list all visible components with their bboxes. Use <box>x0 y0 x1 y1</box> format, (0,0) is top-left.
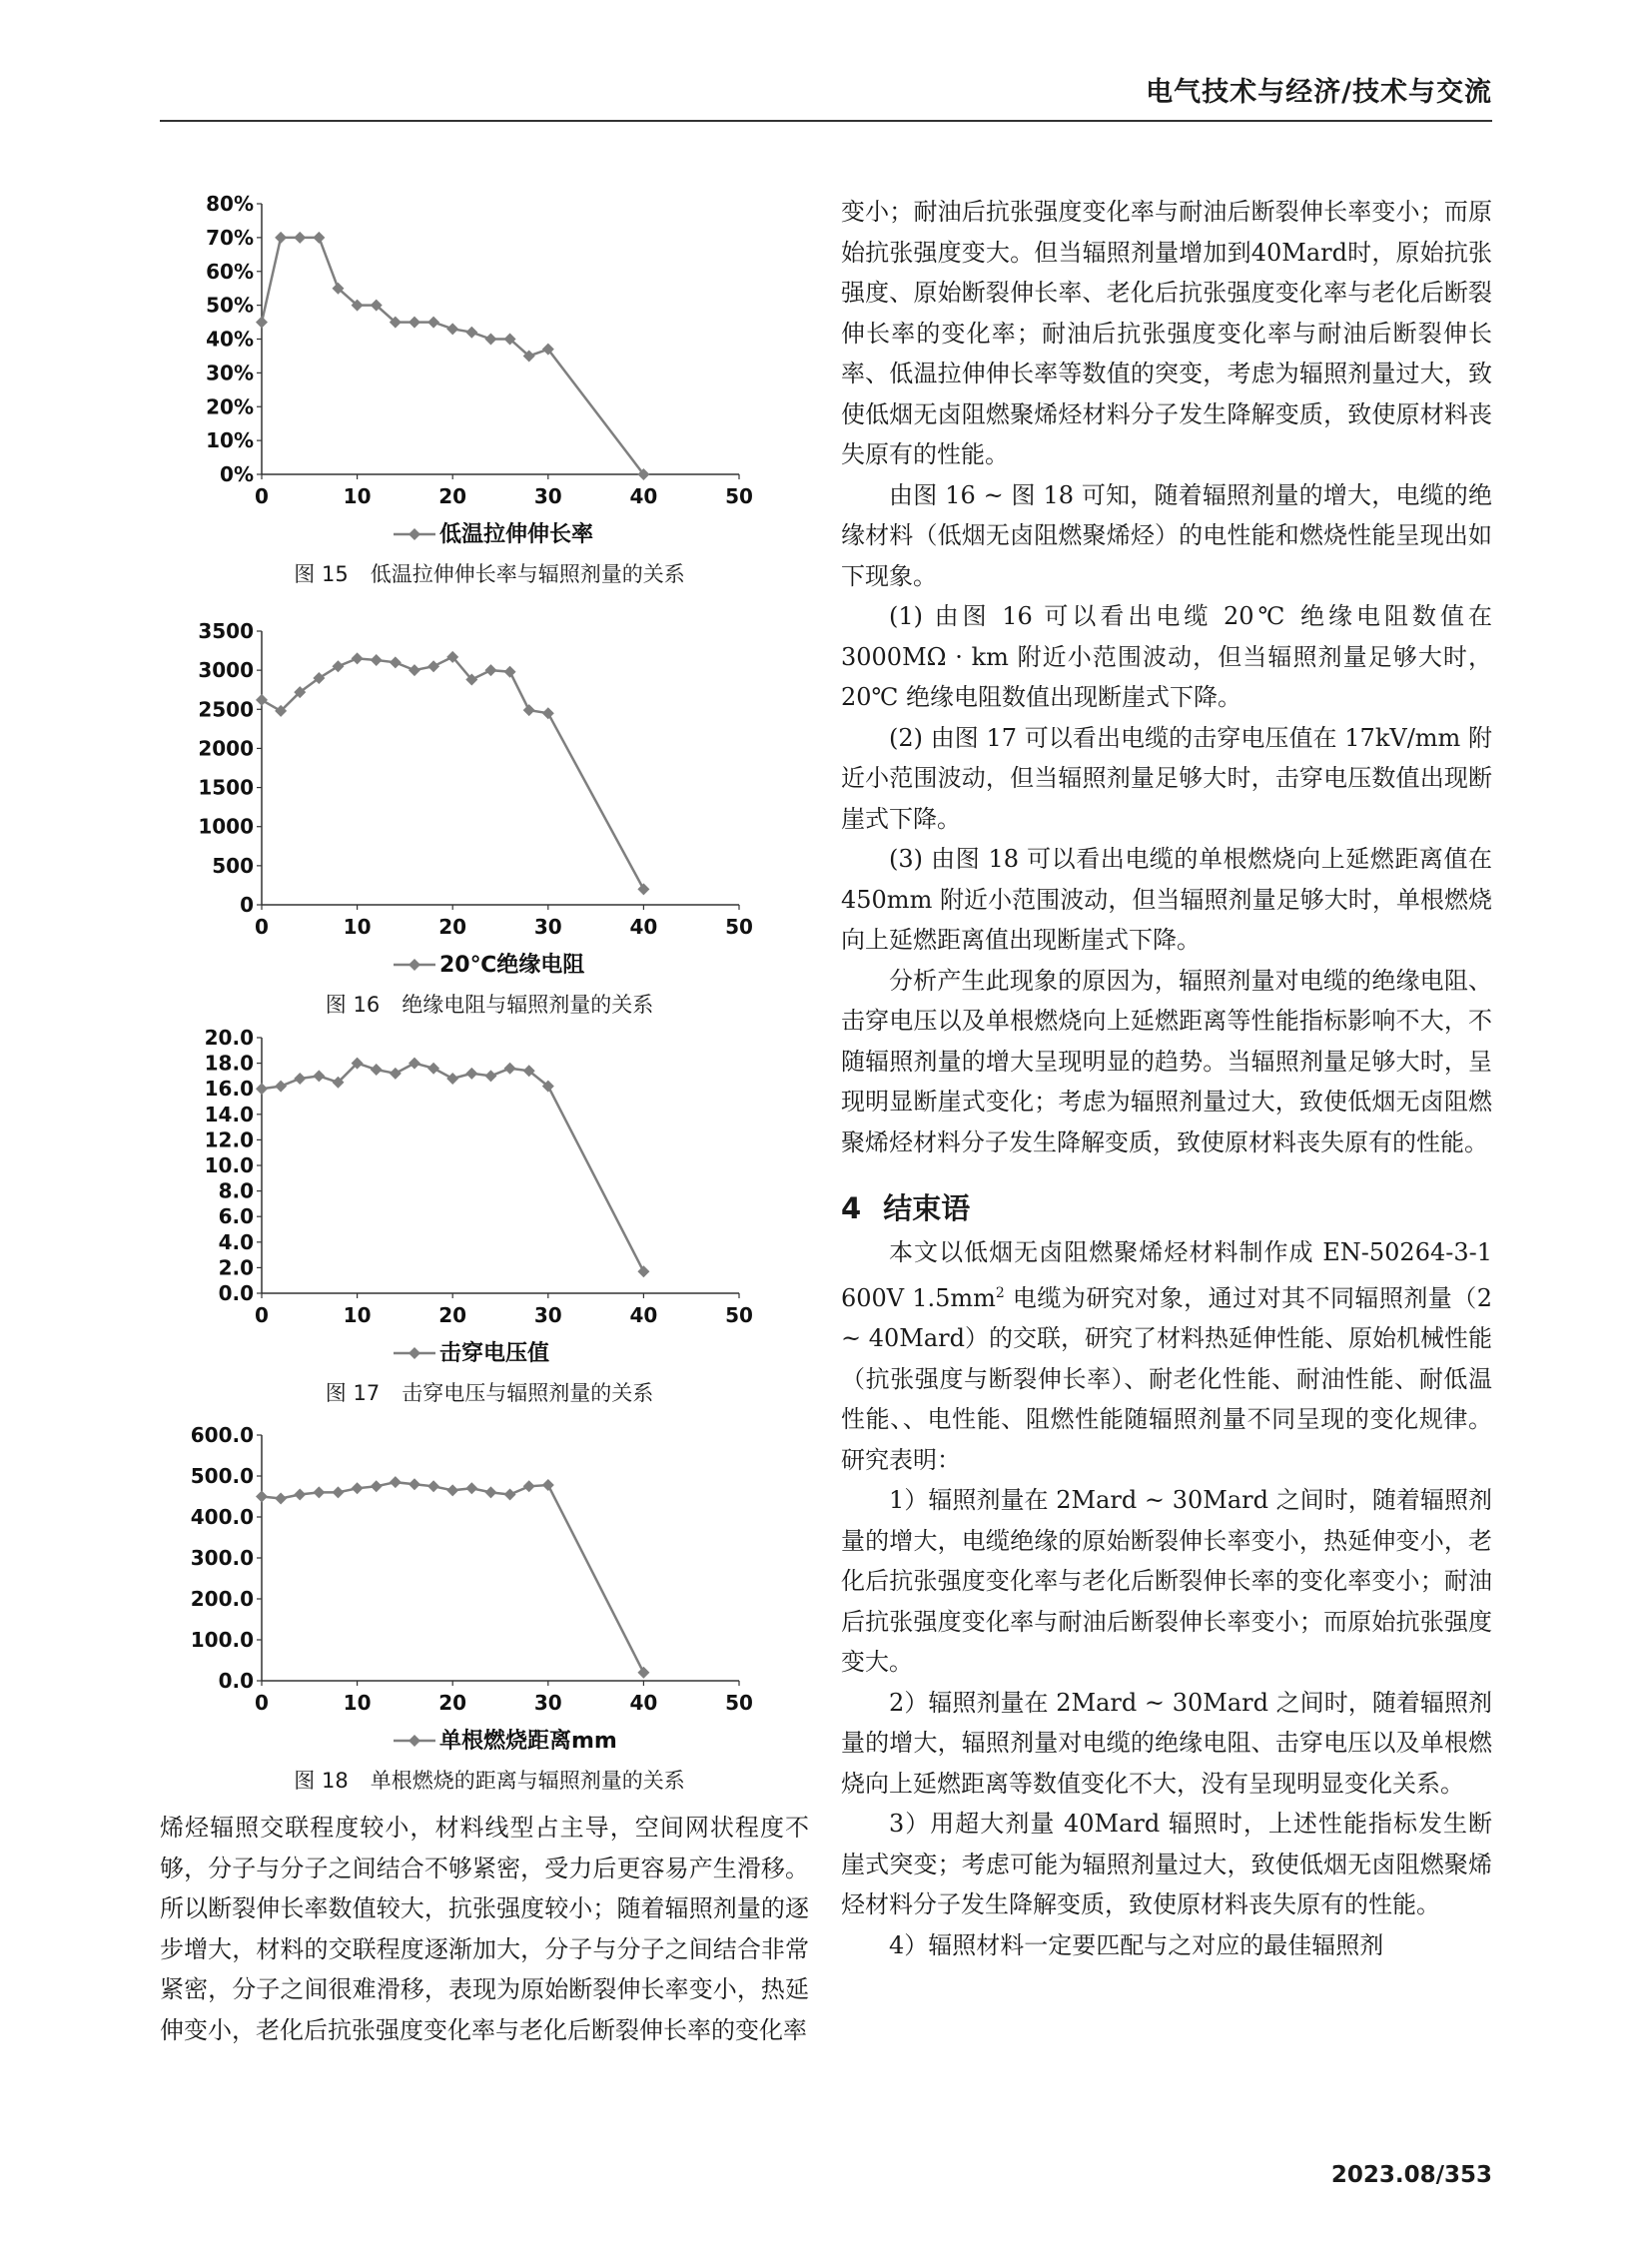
data-point <box>371 1480 383 1492</box>
figure-caption <box>170 558 809 588</box>
data-point <box>427 317 439 329</box>
data-point <box>313 1070 325 1082</box>
body-paragraph: (3) 由图 18 可以看出电缆的单根燃烧向上延燃距离值在 450mm 附近小范围波动，但当辐照剂量足够大时，单根燃烧向上延燃距离值出现断崖式下降。 <box>841 845 1492 954</box>
x-tick-label: 40 <box>629 915 658 939</box>
y-tick-label: 10.0 <box>204 1153 254 1177</box>
x-tick-label: 0 <box>255 1691 269 1715</box>
data-point <box>427 1480 439 1492</box>
data-point <box>637 1667 649 1679</box>
y-tick-label: 6.0 <box>218 1204 254 1229</box>
x-tick-label: 40 <box>629 1691 658 1715</box>
data-point <box>427 660 439 672</box>
data-point <box>409 1478 420 1490</box>
y-tick-label: 2000 <box>198 736 254 761</box>
y-tick-label: 200.0 <box>190 1587 254 1611</box>
data-point <box>294 1073 306 1085</box>
data-point <box>352 652 364 664</box>
x-tick-label: 30 <box>533 915 562 939</box>
data-point <box>504 1488 516 1500</box>
x-tick-label: 20 <box>438 1303 467 1327</box>
figure-17 <box>170 1026 809 1407</box>
legend-marker <box>409 528 420 540</box>
data-point <box>446 1073 458 1085</box>
data-point <box>409 1058 420 1070</box>
text-run: 本文以低烟无卤阻燃聚烯烃材料制作成 EN-50264-3-1 600V 1.5mm <box>841 1238 1492 1312</box>
data-point <box>256 1491 268 1503</box>
x-tick-label: 30 <box>533 1691 562 1715</box>
figure-16 <box>170 619 809 1019</box>
section-heading <box>841 1186 1492 1230</box>
data-point <box>446 1484 458 1496</box>
y-tick-label: 70% <box>206 225 254 250</box>
x-tick-label: 40 <box>629 1303 658 1327</box>
data-point <box>390 1476 402 1488</box>
data-point <box>275 232 287 244</box>
legend-marker <box>409 1735 420 1747</box>
legend-label: 击穿电压值 <box>439 1341 550 1366</box>
data-point <box>465 327 477 339</box>
y-tick-label: 2.0 <box>218 1255 254 1280</box>
body-paragraph: 2）辐照剂量在 2Mard ~ 30Mard 之间时，随着辐照剂量的增大，辐照剂量对电缆的绝缘电阻、击穿电压以及单根燃烧向上延燃距离等数值变化不大，没有呈现明显变化关系。 <box>841 1688 1492 1798</box>
y-tick-label: 0.0 <box>218 1281 254 1305</box>
data-point <box>409 664 420 676</box>
figure-caption <box>170 1377 809 1407</box>
data-point <box>637 883 649 895</box>
y-tick-label: 18.0 <box>204 1051 254 1076</box>
figure-18 <box>170 1423 809 1795</box>
caption-text: 绝缘电阻与辐照剂量的关系 <box>402 993 654 1017</box>
y-tick-label: 0% <box>220 462 254 486</box>
body-paragraph: (2) 由图 17 可以看出电缆的击穿电压值在 17kV/mm 附近小范围波动，但当辐照剂量足够大时，击穿电压数值出现断崖式下降。 <box>841 723 1492 833</box>
right-column <box>841 192 1492 1965</box>
header-rule <box>160 120 1492 122</box>
y-tick-label: 20.0 <box>204 1026 254 1050</box>
y-tick-label: 40% <box>206 327 254 352</box>
left-column <box>160 1808 809 2050</box>
section-number: 4 <box>841 1191 862 1225</box>
body-paragraph: 分析产生此现象的原因为，辐照剂量对电缆的绝缘电阻、击穿电压以及单根燃烧向上延燃距离等性能指标影响不大，不随辐照剂量的增大呈现明显的趋势。当辐照剂量足够大时，呈现明显断崖式变化；考虑为辐照剂量过大，致使低烟无卤阻燃聚烯烃材料分子发生降解变质，致使原材料丧失原有的性能。 <box>841 966 1492 1156</box>
data-point <box>332 660 344 672</box>
y-tick-label: 300.0 <box>190 1546 254 1570</box>
data-point <box>523 1480 535 1492</box>
x-tick-label: 50 <box>725 915 753 939</box>
data-point <box>275 1081 287 1093</box>
data-point <box>313 232 325 244</box>
data-point <box>332 1486 344 1498</box>
x-tick-label: 50 <box>725 1303 753 1327</box>
y-tick-label: 500 <box>212 853 254 878</box>
caption-number: 图 15 <box>294 562 349 586</box>
body-paragraph: 3）用超大剂量 40Mard 辐照时，上述性能指标发生断崖式突变；考虑可能为辐照剂量过大，致使低烟无卤阻燃聚烯烃材料分子发生降解变质，致使原材料丧失原有的性能。 <box>841 1810 1492 1918</box>
y-tick-label: 3000 <box>198 658 254 683</box>
y-tick-label: 1000 <box>198 814 254 839</box>
y-tick-label: 12.0 <box>204 1127 254 1152</box>
data-point <box>484 334 496 346</box>
data-point <box>504 1063 516 1075</box>
data-point <box>542 1479 554 1491</box>
x-tick-label: 50 <box>725 1691 753 1715</box>
data-point <box>371 654 383 666</box>
data-point <box>294 232 306 244</box>
y-tick-label: 1500 <box>198 775 254 800</box>
data-point <box>523 704 535 716</box>
y-tick-label: 16.0 <box>204 1077 254 1102</box>
body-paragraph: 1）辐照剂量在 2Mard ~ 30Mard 之间时，随着辐照剂量的增大，电缆绝缘的原始断裂伸长率变小，热延伸变小，老化后抗张强度变化率与老化后断裂伸长率的变化率变小；耐油后抗张强度变化率与耐油后断裂伸长率变小；而原始抗张强度变大。 <box>841 1486 1492 1676</box>
figure-caption <box>170 989 809 1019</box>
data-point <box>542 707 554 719</box>
caption-number: 图 16 <box>325 993 381 1017</box>
chart-fig18 <box>170 1423 809 1763</box>
x-tick-label: 20 <box>438 1691 467 1715</box>
body-paragraph <box>841 1232 1492 1480</box>
y-tick-label: 50% <box>206 293 254 318</box>
y-tick-label: 8.0 <box>218 1178 254 1203</box>
x-tick-label: 20 <box>438 915 467 939</box>
x-tick-label: 50 <box>725 484 753 508</box>
data-point <box>256 317 268 329</box>
page-number: 2023.08/353 <box>1330 2162 1492 2188</box>
x-tick-label: 0 <box>255 484 269 508</box>
figure-caption <box>170 1765 809 1795</box>
data-point <box>275 1493 287 1505</box>
body-paragraph: 烯烃辐照交联程度较小，材料线型占主导，空间网状程度不够，分子与分子之间结合不够紧密，受力后更容易产生滑移。所以断裂伸长率数值较大，抗张强度较小；随着辐照剂量的逐步增大，材料的交联程度逐渐加大，分子与分子之间结合非常紧密，分子之间很难滑移，表现为原始断裂伸长率变小，热延伸变小，老化后抗张强度变化率与老化后断裂伸长率的变化率 <box>160 1814 809 2044</box>
x-tick-label: 30 <box>533 1303 562 1327</box>
y-tick-label: 100.0 <box>190 1628 254 1652</box>
data-point <box>256 1083 268 1095</box>
data-point <box>465 1482 477 1494</box>
data-point <box>409 317 420 329</box>
caption-number: 图 17 <box>325 1381 381 1405</box>
data-point <box>256 694 268 706</box>
y-tick-label: 60% <box>206 259 254 284</box>
journal-header: 电气技术与经济/技术与交流 <box>1146 77 1492 108</box>
y-tick-label: 0.0 <box>218 1669 254 1693</box>
y-tick-label: 30% <box>206 361 254 385</box>
x-tick-label: 0 <box>255 1303 269 1327</box>
data-point <box>390 656 402 668</box>
y-tick-label: 20% <box>206 394 254 419</box>
data-point <box>313 1486 325 1498</box>
section-title: 结束语 <box>883 1191 971 1225</box>
y-tick-label: 600.0 <box>190 1423 254 1447</box>
x-tick-label: 10 <box>343 484 372 508</box>
series-line <box>262 657 643 890</box>
y-tick-label: 80% <box>206 192 254 216</box>
data-point <box>446 323 458 335</box>
body-paragraph: (1) 由图 16 可以看出电缆 20℃ 绝缘电阻数值在 3000MΩ · km 附近小范围波动，但当辐照剂量足够大时，20℃ 绝缘电阻数值出现断崖式下降。 <box>841 602 1492 711</box>
y-tick-label: 400.0 <box>190 1505 254 1529</box>
legend-label: 20℃绝缘电阻 <box>439 953 585 978</box>
figure-15 <box>170 192 809 588</box>
y-tick-label: 10% <box>206 428 254 453</box>
y-tick-label: 4.0 <box>218 1229 254 1254</box>
data-point <box>465 1068 477 1080</box>
body-paragraph: 4）辐照材料一定要匹配与之对应的最佳辐照剂 <box>889 1930 1384 1959</box>
x-tick-label: 10 <box>343 1303 372 1327</box>
body-paragraph: 由图 16 ~ 图 18 可知，随着辐照剂量的增大，电缆的绝缘材料（低烟无卤阻燃聚烯烃）的电性能和燃烧性能呈现出如下现象。 <box>841 480 1492 590</box>
chart-fig17 <box>170 1026 809 1375</box>
x-tick-label: 20 <box>438 484 467 508</box>
data-point <box>294 1488 306 1500</box>
legend-label: 低温拉伸伸长率 <box>439 522 594 547</box>
x-tick-label: 10 <box>343 1691 372 1715</box>
series-line <box>262 1482 643 1673</box>
caption-text: 低温拉伸伸长率与辐照剂量的关系 <box>370 562 685 586</box>
data-point <box>484 664 496 676</box>
legend-marker <box>409 1347 420 1359</box>
y-tick-label: 3500 <box>198 619 254 643</box>
body-paragraph: 变小；耐油后抗张强度变化率与耐油后断裂伸长率变小；而原始抗张强度变大。但当辐照剂量增加到40Mard时，原始抗张强度、原始断裂伸长率、老化后抗张强度变化率与老化后断裂伸长率的变化率；耐油后抗张强度变化率与耐油后断裂伸长率、低温拉伸伸长率等数值的突变，考虑为辐照剂量过大，致使低烟无卤阻燃聚烯烃材料分子发生降解变质，致使原材料丧失原有的性能。 <box>841 198 1492 468</box>
y-tick-label: 14.0 <box>204 1102 254 1126</box>
legend-marker <box>409 959 420 971</box>
chart-fig16 <box>170 619 809 987</box>
x-tick-label: 10 <box>343 915 372 939</box>
data-point <box>637 1265 649 1277</box>
data-point <box>484 1486 496 1498</box>
series-line <box>262 1064 643 1272</box>
data-point <box>352 1482 364 1494</box>
series-line <box>262 238 643 474</box>
caption-number: 图 18 <box>294 1769 349 1793</box>
y-tick-label: 2500 <box>198 697 254 722</box>
caption-text: 单根燃烧的距离与辐照剂量的关系 <box>370 1769 685 1793</box>
caption-text: 击穿电压与辐照剂量的关系 <box>402 1381 654 1405</box>
superscript: 2 <box>995 1284 1005 1301</box>
data-point <box>504 666 516 678</box>
data-point <box>390 1068 402 1080</box>
data-point <box>427 1063 439 1075</box>
data-point <box>371 1064 383 1076</box>
y-tick-label: 500.0 <box>190 1464 254 1488</box>
x-tick-label: 30 <box>533 484 562 508</box>
y-tick-label: 0 <box>240 893 254 917</box>
data-point <box>484 1070 496 1082</box>
x-tick-label: 40 <box>629 484 658 508</box>
text-run: 电缆为研究对象，通过对其不同辐照剂量（2 ~ 40Mard）的交联，研究了材料热延伸性能、原始机械性能（抗张强度与断裂伸长率）、耐老化性能、耐油性能、耐低温性能、、电性能、阻燃性能随辐照剂量不同呈现的变化规律。研究表明： <box>841 1283 1492 1474</box>
chart-fig15 <box>170 192 809 556</box>
legend-label: 单根燃烧距离mm <box>439 1729 617 1754</box>
x-tick-label: 0 <box>255 915 269 939</box>
